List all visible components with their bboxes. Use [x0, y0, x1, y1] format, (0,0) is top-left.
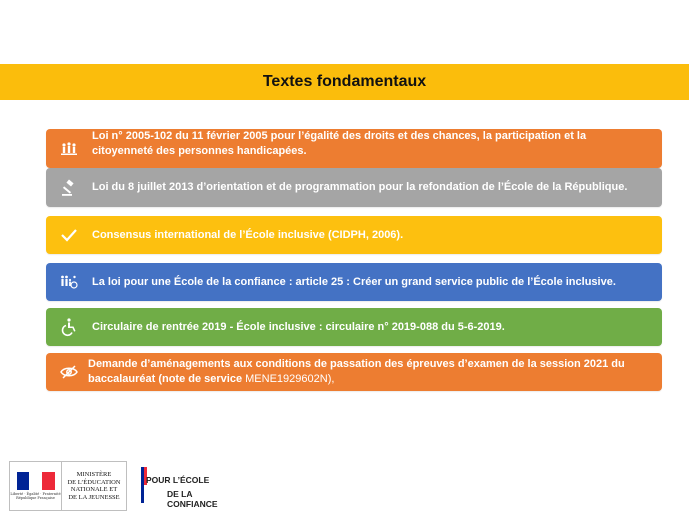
list-item-ecole-confiance[interactable]: [46, 263, 662, 301]
gavel-icon: [46, 168, 92, 207]
family-accessibility-icon: [46, 263, 92, 301]
checkmark-icon: [46, 216, 92, 254]
list-item-text: Loi du 8 juillet 2013 d’orientation et de programmation pour la refondation de l’École de la République.: [92, 181, 628, 193]
list-item-text: [88, 357, 662, 387]
ministry-logo: [9, 461, 127, 511]
list-item-text: Consensus international de l’École inclusive (CIDPH, 2006).: [92, 228, 404, 241]
list-item-text: Circulaire de rentrée 2019 - École inclusive : circulaire n° 2019-088 du 5-6-2019.: [92, 320, 505, 333]
list-item-cidph[interactable]: [46, 216, 662, 254]
wheelchair-icon: [46, 308, 92, 346]
people-group-icon: [46, 129, 92, 168]
brand-line-1: POUR L’ÉCOLE: [146, 475, 210, 485]
list-item-circulaire-2019[interactable]: [46, 308, 662, 346]
french-flag-icon: [17, 472, 55, 490]
page-title: Textes fondamentaux: [262, 73, 427, 90]
ministry-name: MINISTÈRE DE L’ÉDUCATION NATIONALE ET DE LA JEUNESSE: [67, 471, 121, 501]
marianne-emblem: [10, 462, 62, 510]
list-item-bac-2021[interactable]: [46, 353, 662, 391]
list-item-loi-2013[interactable]: [46, 168, 662, 207]
list-item-text: Loi n° 2005-102 du 11 février 2005 pour l’égalité des droits et des chances, la participation et la citoyenneté des personnes handicapées.: [92, 129, 587, 157]
list-item-text: La loi pour une École de la confiance : article 25 : Créer un grand service public de l’École inclusive.: [92, 275, 616, 288]
brand-line-2: DE LA CONFIANCE: [167, 489, 218, 509]
list-item-text-main: Demande d’aménagements aux conditions de passation des épreuves d’examen de la session 2021 du baccalauréat (note de service: [88, 358, 625, 385]
eye-slash-icon: [46, 353, 92, 391]
list-item-loi-2005[interactable]: [46, 129, 662, 168]
republic-motto: Liberté · Égalité · Fraternité République Française: [10, 492, 61, 500]
header-band: [0, 64, 689, 100]
note-reference: MENE1929602N),: [245, 373, 335, 385]
ecole-confiance-logo: [141, 465, 245, 509]
